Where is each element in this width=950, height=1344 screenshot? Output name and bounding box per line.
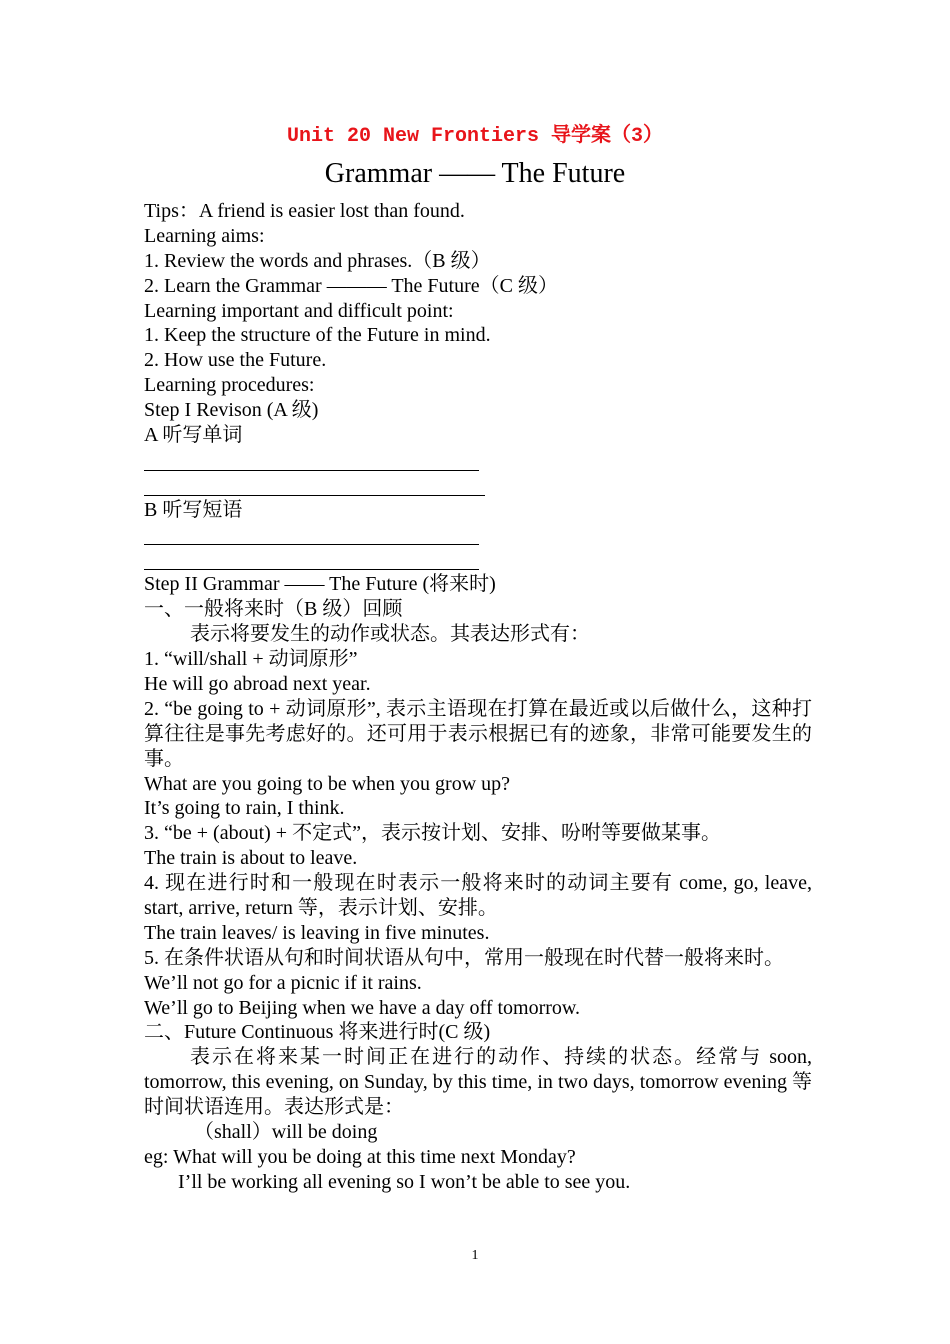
document-body — [144, 199, 812, 1195]
answer-blank-line[interactable] — [144, 473, 812, 498]
answer-blank-line[interactable] — [144, 448, 812, 473]
step-2-heading: Step II Grammar —— The Future (将来时) — [144, 573, 496, 596]
tips-line: Tips：A friend is easier lost than found. — [144, 200, 465, 222]
rule-4: 4. 现在进行时和一般现在时表示一般将来时的动词主要有 come, go, leave, start, arrive, return 等，表示计划、安排。 — [144, 872, 812, 919]
document-title: Unit 20 New Frontiers 导学案（3） — [286, 125, 664, 148]
answer-blank-line[interactable] — [144, 547, 812, 572]
rule-5: 5. 在条件状语从句和时间状语从句中，常用一般现在时代替一般将来时。 — [144, 946, 784, 969]
section-1-intro: 表示将要发生的动作或状态。其表达形式有： — [190, 623, 590, 646]
answer-blank-line[interactable] — [144, 523, 812, 548]
section-2-heading: 二、Future Continuous 将来进行时(C 级) — [144, 1021, 491, 1044]
aim-1: 1. Review the words and phrases.（B 级） — [144, 249, 491, 272]
example-sentence: The train leaves/ is leaving in five minutes. — [144, 921, 490, 944]
dictation-phrases-label: B 听写短语 — [144, 498, 243, 521]
form-formula: （shall）will be doing — [194, 1121, 378, 1144]
section-1-heading: 一、一般将来时（B 级）回顾 — [144, 598, 403, 621]
point-2: 2. How use the Future. — [144, 349, 327, 372]
example-sentence: The train is about to leave. — [144, 847, 358, 870]
point-1: 1. Keep the structure of the Future in mind. — [144, 324, 491, 347]
section-2-intro: 表示在将来某一时间正在进行的动作、持续的状态。经常与 soon, tomorrow, this evening, on Sunday, by this time, in two days, tomorrow evening 等时间状语连用。表达形式是： — [144, 1046, 812, 1119]
example-sentence: We’ll go to Beijing when we have a day off tomorrow. — [144, 996, 581, 1019]
example-sentence: I’ll be working all evening so I won’t be able to see you. — [178, 1170, 631, 1193]
example-sentence: eg: What will you be doing at this time next Monday? — [144, 1145, 576, 1168]
page-number: 1 — [471, 1248, 479, 1263]
difficult-point-heading: Learning important and difficult point: — [144, 299, 454, 322]
document-subtitle: Grammar —— The Future — [324, 158, 626, 189]
rule-1: 1. “will/shall + 动词原形” — [144, 648, 358, 671]
rule-3: 3. “be + (about) + 不定式”，表示按计划、安排、吩咐等要做某事。 — [144, 822, 721, 845]
example-sentence: It’s going to rain, I think. — [144, 797, 345, 820]
example-sentence: We’ll not go for a picnic if it rains. — [144, 971, 422, 994]
example-sentence: What are you going to be when you grow up? — [144, 772, 511, 795]
rule-2: 2. “be going to + 动词原形”, 表示主语现在打算在最近或以后做什么，这种打算往往是事先考虑好的。还可用于表示根据已有的迹象，非常可能要发生的事。 — [144, 697, 812, 770]
example-sentence: He will go abroad next year. — [144, 672, 371, 695]
learning-aims-heading: Learning aims: — [144, 224, 265, 247]
aim-2: 2. Learn the Grammar ——— The Future（C 级） — [144, 274, 558, 297]
procedures-heading: Learning procedures: — [144, 374, 315, 397]
step-1-heading: Step I Revison (A 级) — [144, 399, 319, 422]
dictation-words-label: A 听写单词 — [144, 424, 243, 447]
